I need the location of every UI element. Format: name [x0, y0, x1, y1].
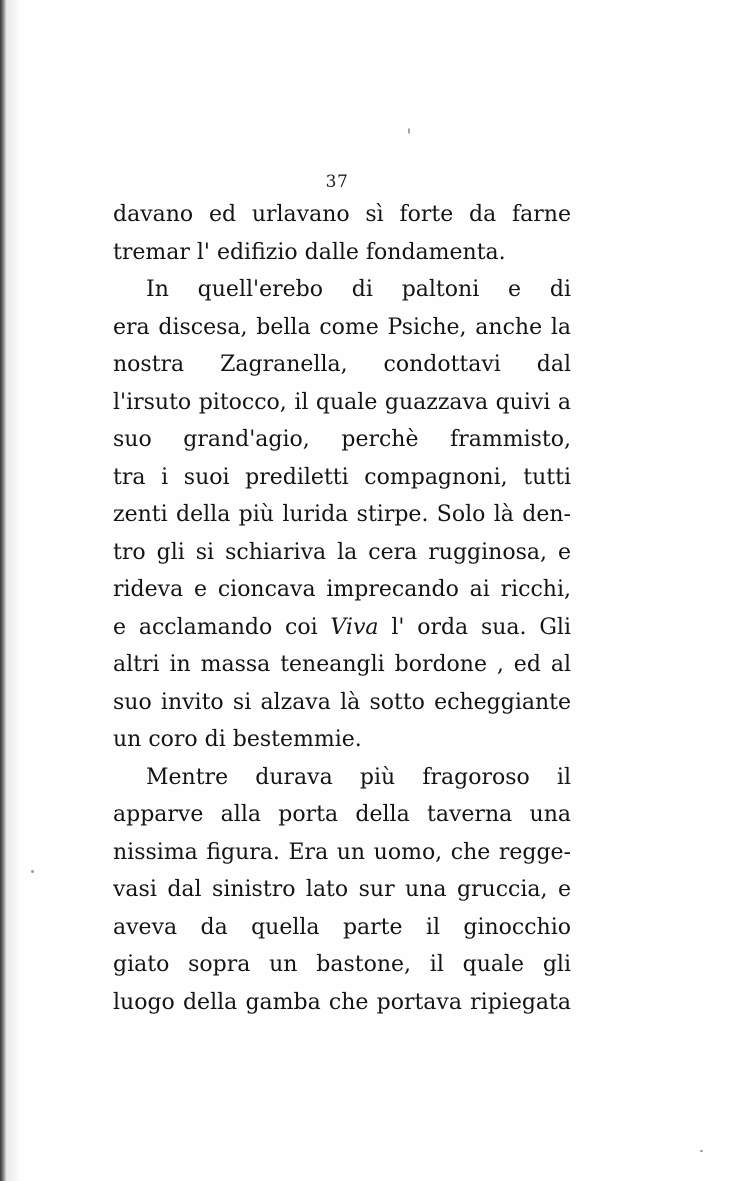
- text-line: [113, 196, 571, 234]
- line-text: luogo della gamba che portava ripiegata: [113, 989, 571, 1015]
- text-line: [113, 909, 571, 947]
- line-text: nissima figura. Era un uomo, che regge-: [113, 839, 571, 865]
- line-text: suo grand'agio, perchè frammisto,: [113, 427, 571, 452]
- italic-word: Viva: [330, 614, 379, 640]
- line-segment: l' orda sua. Gli: [378, 614, 571, 640]
- line-segment: e acclamando coi: [113, 614, 331, 640]
- text-line: [113, 684, 571, 722]
- paragraph-end-line: [113, 234, 571, 272]
- line-text: era discesa, bella come Psiche, anche la: [113, 314, 571, 340]
- text-line: [113, 346, 571, 384]
- text-line: [113, 796, 571, 834]
- text-line: [113, 871, 571, 909]
- line-text: In quell'erebo di paltoni e di: [146, 277, 571, 302]
- line-text: Mentre durava più fragoroso il: [146, 764, 571, 790]
- line-text: davano ed urlavano sì forte da farne: [113, 202, 571, 227]
- page-number: 37: [325, 172, 349, 192]
- text-line: [113, 646, 571, 684]
- line-text: giato sopra un bastone, il quale gli: [113, 952, 571, 977]
- body-text: [113, 196, 571, 1021]
- text-line: [113, 384, 571, 422]
- line-text: nostra Zagranella, condottavi dal: [113, 352, 571, 377]
- paragraph-start-line: [113, 271, 571, 309]
- line-text: tra i suoi prediletti compagnoni, tutti: [113, 464, 571, 490]
- line-text: zenti della più lurida stirpe. Solo là den-: [113, 502, 571, 527]
- text-line: [113, 984, 571, 1022]
- line-text: apparve alla porta della taverna una: [113, 802, 571, 827]
- text-line: [113, 946, 571, 984]
- line-text: suo invito si alzava là sotto echeggiante: [113, 689, 571, 715]
- text-line: [113, 834, 571, 872]
- paragraph-end-line: [113, 721, 571, 759]
- text-line: [113, 534, 571, 572]
- text-line: [113, 571, 571, 609]
- text-line: [113, 421, 571, 459]
- text-line: [113, 459, 571, 497]
- line-text: rideva e cioncava imprecando ai ricchi,: [113, 577, 571, 602]
- text-line: [113, 609, 571, 647]
- text-line: [113, 309, 571, 347]
- line-text: altri in massa teneangli bordone , ed al: [113, 652, 571, 677]
- line-text: aveva da quella parte il ginocchio: [113, 914, 571, 940]
- line-text: vasi dal sinistro lato sur una gruccia, e: [113, 877, 571, 902]
- line-text: tremar l' edifizio dalle fondamenta.: [113, 239, 506, 265]
- binding-shadow: [7, 0, 21, 1181]
- line-text: un coro di bestemmie.: [113, 727, 362, 752]
- line-text: tro gli si schiariva la cera rugginosa, e: [113, 539, 571, 565]
- line-text: [113, 609, 571, 647]
- paper-speck: [31, 870, 34, 873]
- text-line: [113, 496, 571, 534]
- line-text: l'irsuto pitocco, il quale guazzava quivi a: [113, 389, 571, 415]
- paper-speck: [408, 128, 410, 134]
- binding-edge: [0, 0, 7, 1181]
- paper-speck: [700, 1150, 703, 1152]
- paragraph-start-line: [113, 759, 571, 797]
